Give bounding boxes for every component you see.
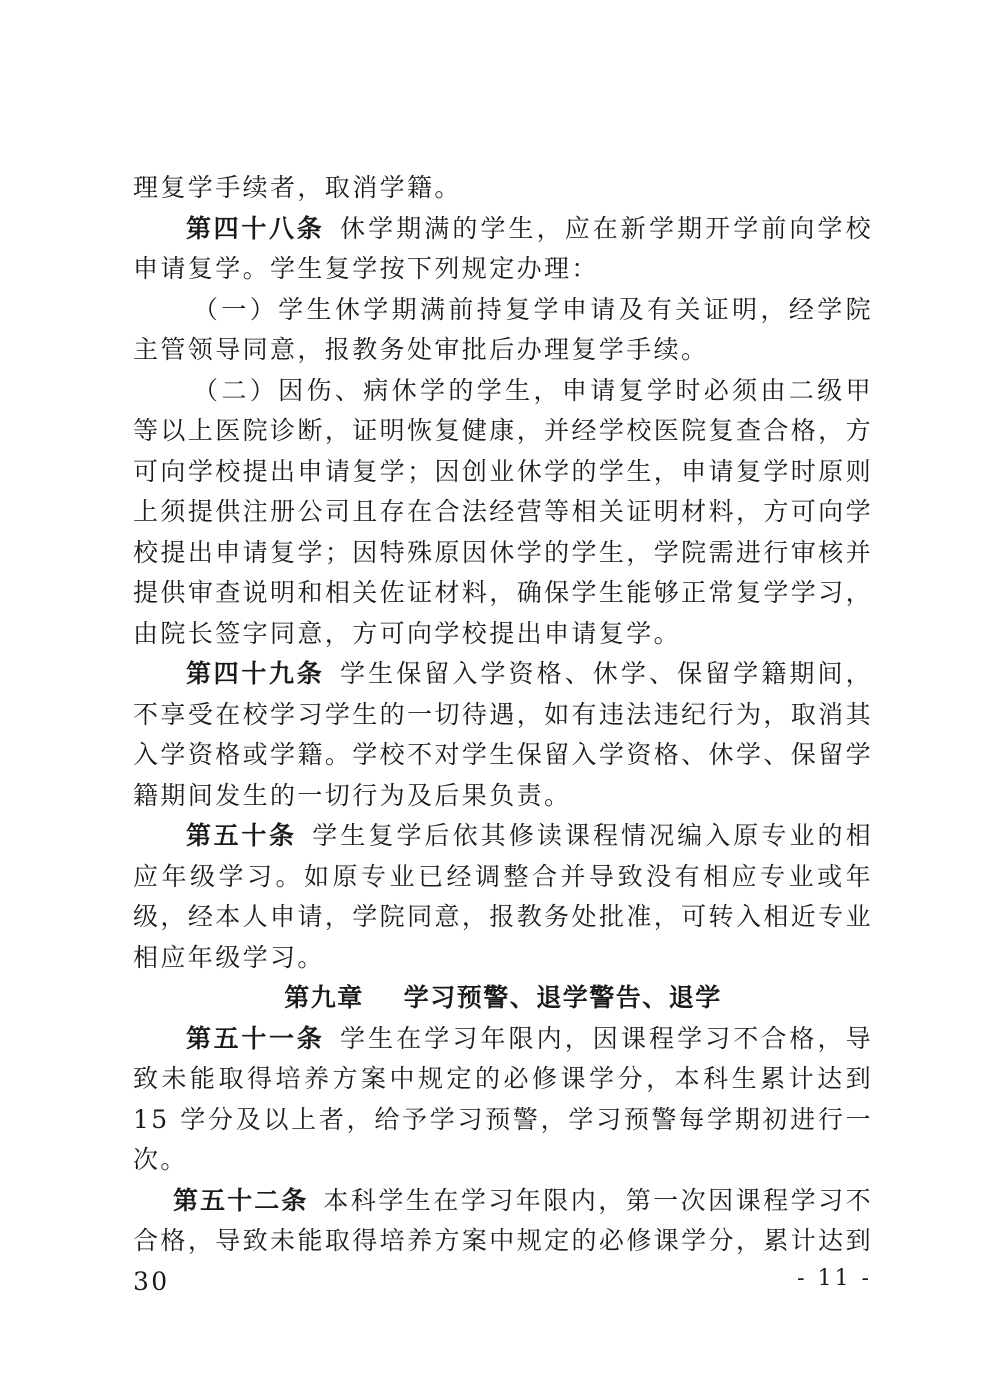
article-number: 第五十一条 [186, 1023, 325, 1053]
article-number: 第四十九条 [186, 659, 325, 688]
article-text: 本科学生在学习年限内，第一次因课程学习不合格，导致未能取得培养方案中规定的必修课学分，累计达到 30 [133, 1185, 873, 1296]
clause-text: （一）学生休学期满前持复学申请及有关证明，经学院主管领导同意，报教务处审批后办理复学手续。 [133, 294, 873, 364]
article-text: 学生在学习年限内，因课程学习不合格，导致未能取得培养方案中规定的必修课学分，本科生累计达到 15 学分及以上者，给予学习预警，学习预警每学期初进行一次。 [133, 1023, 873, 1174]
article-number: 第五十二条 [173, 1185, 309, 1215]
article-51 [133, 1019, 873, 1181]
chapter-number: 第九章 [284, 983, 364, 1012]
article-49 [133, 654, 873, 816]
page-number: - 11 - [797, 1266, 872, 1291]
chapter-heading [133, 978, 873, 1019]
article-number: 第五十条 [186, 821, 297, 850]
article-50 [133, 816, 873, 978]
article-52 [133, 1181, 873, 1303]
article-text: 学生复学后依其修读课程情况编入原专业的相应年级学习。如原专业已经调整合并导致没有相应专业或年级，经本人申请，学院同意，报教务处批准，可转入相近专业相应年级学习。 [133, 821, 873, 972]
article-48 [133, 209, 873, 290]
chapter-title: 学习预警、退学警告、退学 [403, 983, 722, 1012]
clause-text: （二）因伤、病休学的学生，申请复学时必须由二级甲等以上医院诊断，证明恢复健康，并经学校医院复查合格，方可向学校提出申请复学；因创业休学的学生，申请复学时原则上须提供注册公司且存在合法经营等相关证明材料，方可向学校提出申请复学；因特殊原因休学的学生，学院需进行审核并提供审查说明和相关佐证材料，确保学生能够正常复学学习，由院长签字同意，方可向学校提出申请复学。 [133, 375, 873, 648]
clause-2 [133, 371, 873, 655]
body-text [133, 168, 873, 1302]
article-number: 第四十八条 [186, 213, 325, 243]
article-text: 休学期满的学生，应在新学期开学前向学校申请复学。学生复学按下列规定办理： [133, 213, 873, 283]
article-text: 学生保留入学资格、休学、保留学籍期间，不享受在校学习学生的一切待遇，如有违法违纪行为，取消其入学资格或学籍。学校不对学生保留入学资格、休学、保留学籍期间发生的一切行为及后果负责。 [133, 659, 873, 810]
clause-1 [133, 290, 873, 371]
paragraph-continuation [133, 168, 873, 209]
paragraph-text: 理复学手续者，取消学籍。 [133, 173, 462, 202]
